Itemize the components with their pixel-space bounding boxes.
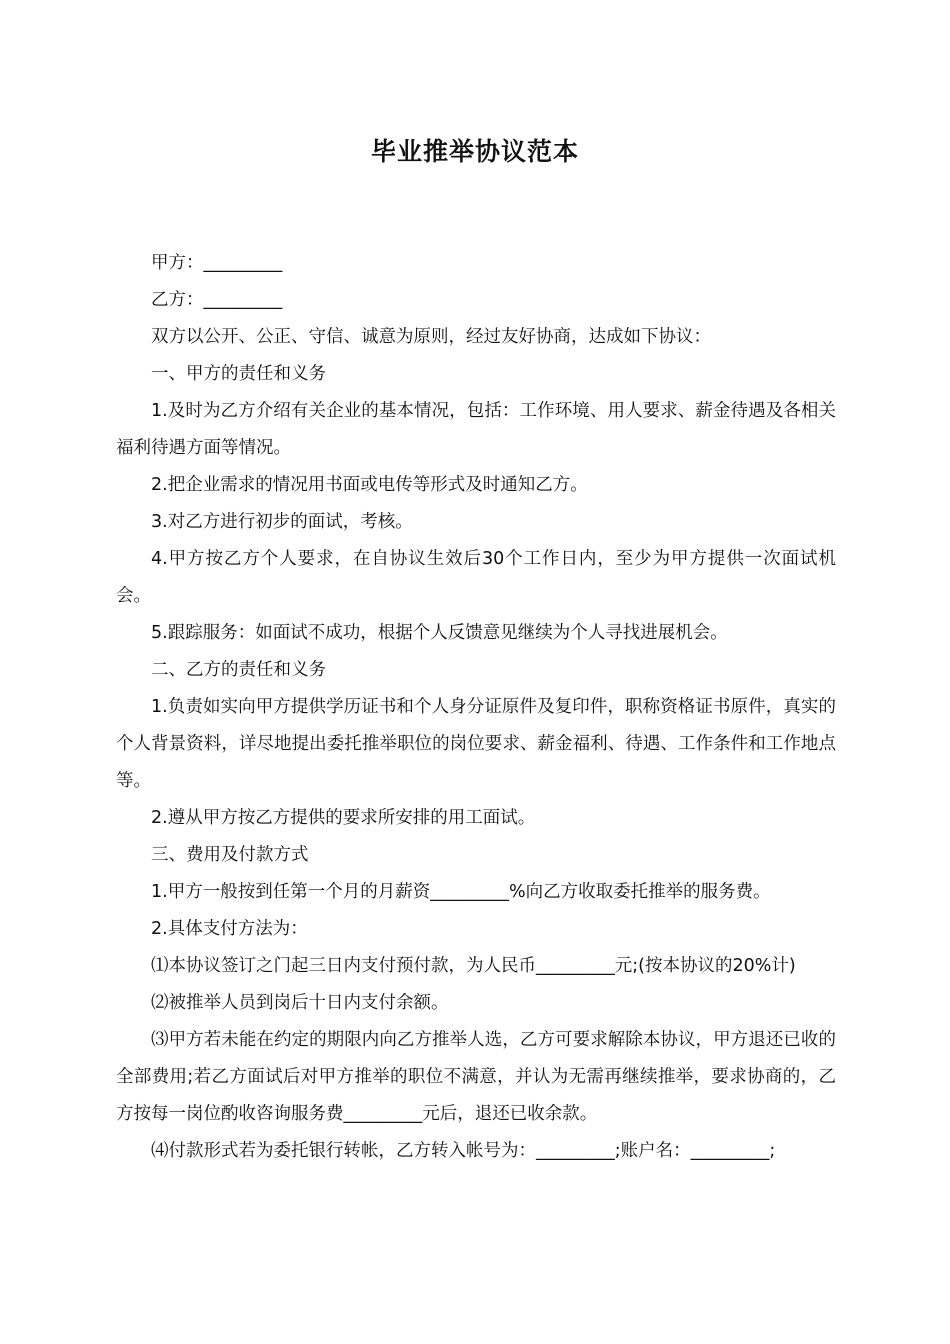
clause-paragraph: 3.对乙方进行初步的面试，考核。 — [151, 512, 413, 532]
sub-clause-paragraph: ⑵被推举人员到岗后十日内支付余额。 — [151, 993, 449, 1013]
clause-paragraph: 5.跟踪服务：如面试不成功，根据个人反馈意见继续为个人寻找进展机会。 — [151, 623, 728, 643]
sub-clause-paragraph: ⑶甲方若未能在约定的期限内向乙方推举人选，乙方可要求解除本协议，甲方退还已收的全部费用;若乙方面试后对甲方推举的职位不满意，并认为无需再继续推举，要求协商的，乙方按每一岗位酌收咨询服务费_________元后，退还已收余款。 — [116, 1030, 836, 1124]
document-title: 毕业推举协议范本 — [370, 137, 579, 166]
clause-paragraph: 1.甲方一般按到任第一个月的月薪资_________%向乙方收取委托推举的服务费。 — [151, 882, 771, 902]
section-heading-party-b: 二、乙方的责任和义务 — [151, 660, 326, 680]
sub-clause-paragraph: ⑴本协议签订之门起三日内支付预付款，为人民币_________元;(按本协议的20%计) — [151, 956, 796, 976]
clause-paragraph: 2.具体支付方法为： — [151, 919, 308, 939]
sub-clause-paragraph: ⑷付款形式若为委托银行转帐，乙方转入帐号为：_________;账户名：_________; — [151, 1141, 776, 1161]
clause-paragraph: 2.遵从甲方按乙方提供的要求所安排的用工面试。 — [151, 808, 536, 828]
clause-paragraph: 4.甲方按乙方个人要求，在自协议生效后30个工作日内，至少为甲方提供一次面试机会。 — [116, 549, 836, 606]
preamble-paragraph: 双方以公开、公正、守信、诚意为原则，经过友好协商，达成如下协议： — [151, 327, 711, 347]
party-a-line: 甲方：_________ — [151, 253, 283, 273]
section-heading-fees: 三、费用及付款方式 — [151, 845, 309, 865]
document-body — [116, 245, 836, 1170]
clause-paragraph: 2.把企业需求的情况用书面或电传等形式及时通知乙方。 — [151, 475, 588, 495]
section-heading-party-a: 一、甲方的责任和义务 — [151, 364, 326, 384]
clause-paragraph: 1.及时为乙方介绍有关企业的基本情况，包括：工作环境、用人要求、薪金待遇及各相关福利待遇方面等情况。 — [116, 401, 836, 458]
clause-paragraph: 1.负责如实向甲方提供学历证书和个人身分证原件及复印件，职称资格证书原件，真实的个人背景资料，详尽地提出委托推举职位的岗位要求、薪金福利、待遇、工作条件和工作地点等。 — [116, 697, 836, 791]
party-b-line: 乙方：_________ — [151, 290, 283, 310]
